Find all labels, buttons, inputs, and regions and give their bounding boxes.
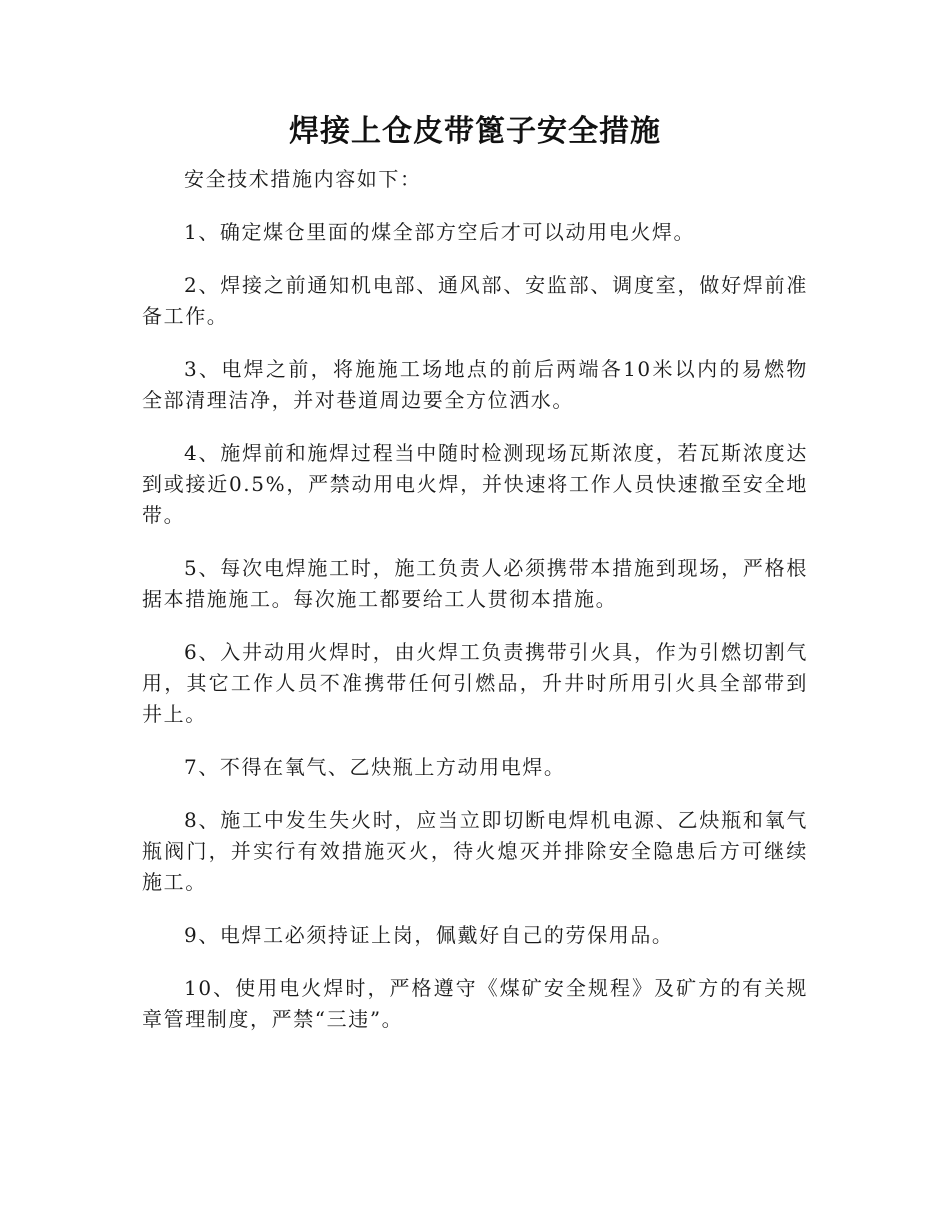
document-title: 焊接上仓皮带篦子安全措施 bbox=[289, 114, 661, 149]
measure-item-8: 8、施工中发生失火时，应当立即切断电焊机电源、乙炔瓶和氧气瓶阀门，并实行有效措施灭火，待火熄灭并排除安全隐患后方可继续施工。 bbox=[142, 808, 808, 894]
measure-item-10: 10、使用电火焊时，严格遵守《煤矿安全规程》及矿方的有关规章管理制度，严禁“三违”。 bbox=[142, 976, 808, 1031]
measure-item-1: 1、确定煤仓里面的煤全部方空后才可以动用电火焊。 bbox=[184, 220, 696, 244]
measure-item-5: 5、每次电焊施工时，施工负责人必须携带本措施到现场，严格根据本措施施工。每次施工都要给工人贯彻本措施。 bbox=[142, 556, 808, 611]
measure-item-3: 3、电焊之前，将施施工场地点的前后两端各10米以内的易燃物全部清理洁净，并对巷道周边要全方位洒水。 bbox=[142, 357, 808, 412]
document-page bbox=[142, 112, 808, 1057]
measure-item-7: 7、不得在氧气、乙炔瓶上方动用电焊。 bbox=[184, 755, 566, 779]
measure-item-4: 4、施焊前和施焊过程当中随时检测现场瓦斯浓度，若瓦斯浓度达到或接近0.5%，严禁动用电火焊，并快速将工作人员快速撤至安全地带。 bbox=[142, 441, 808, 527]
measure-item-9: 9、电焊工必须持证上岗，佩戴好自己的劳保用品。 bbox=[184, 923, 674, 947]
measure-item-2: 2、焊接之前通知机电部、通风部、安监部、调度室，做好焊前准备工作。 bbox=[142, 273, 808, 328]
measure-item-6: 6、入井动用火焊时，由火焊工负责携带引火具，作为引燃切割气用，其它工作人员不准携带任何引燃品，升井时所用引火具全部带到井上。 bbox=[142, 640, 808, 726]
intro-paragraph: 安全技术措施内容如下： bbox=[184, 167, 422, 191]
